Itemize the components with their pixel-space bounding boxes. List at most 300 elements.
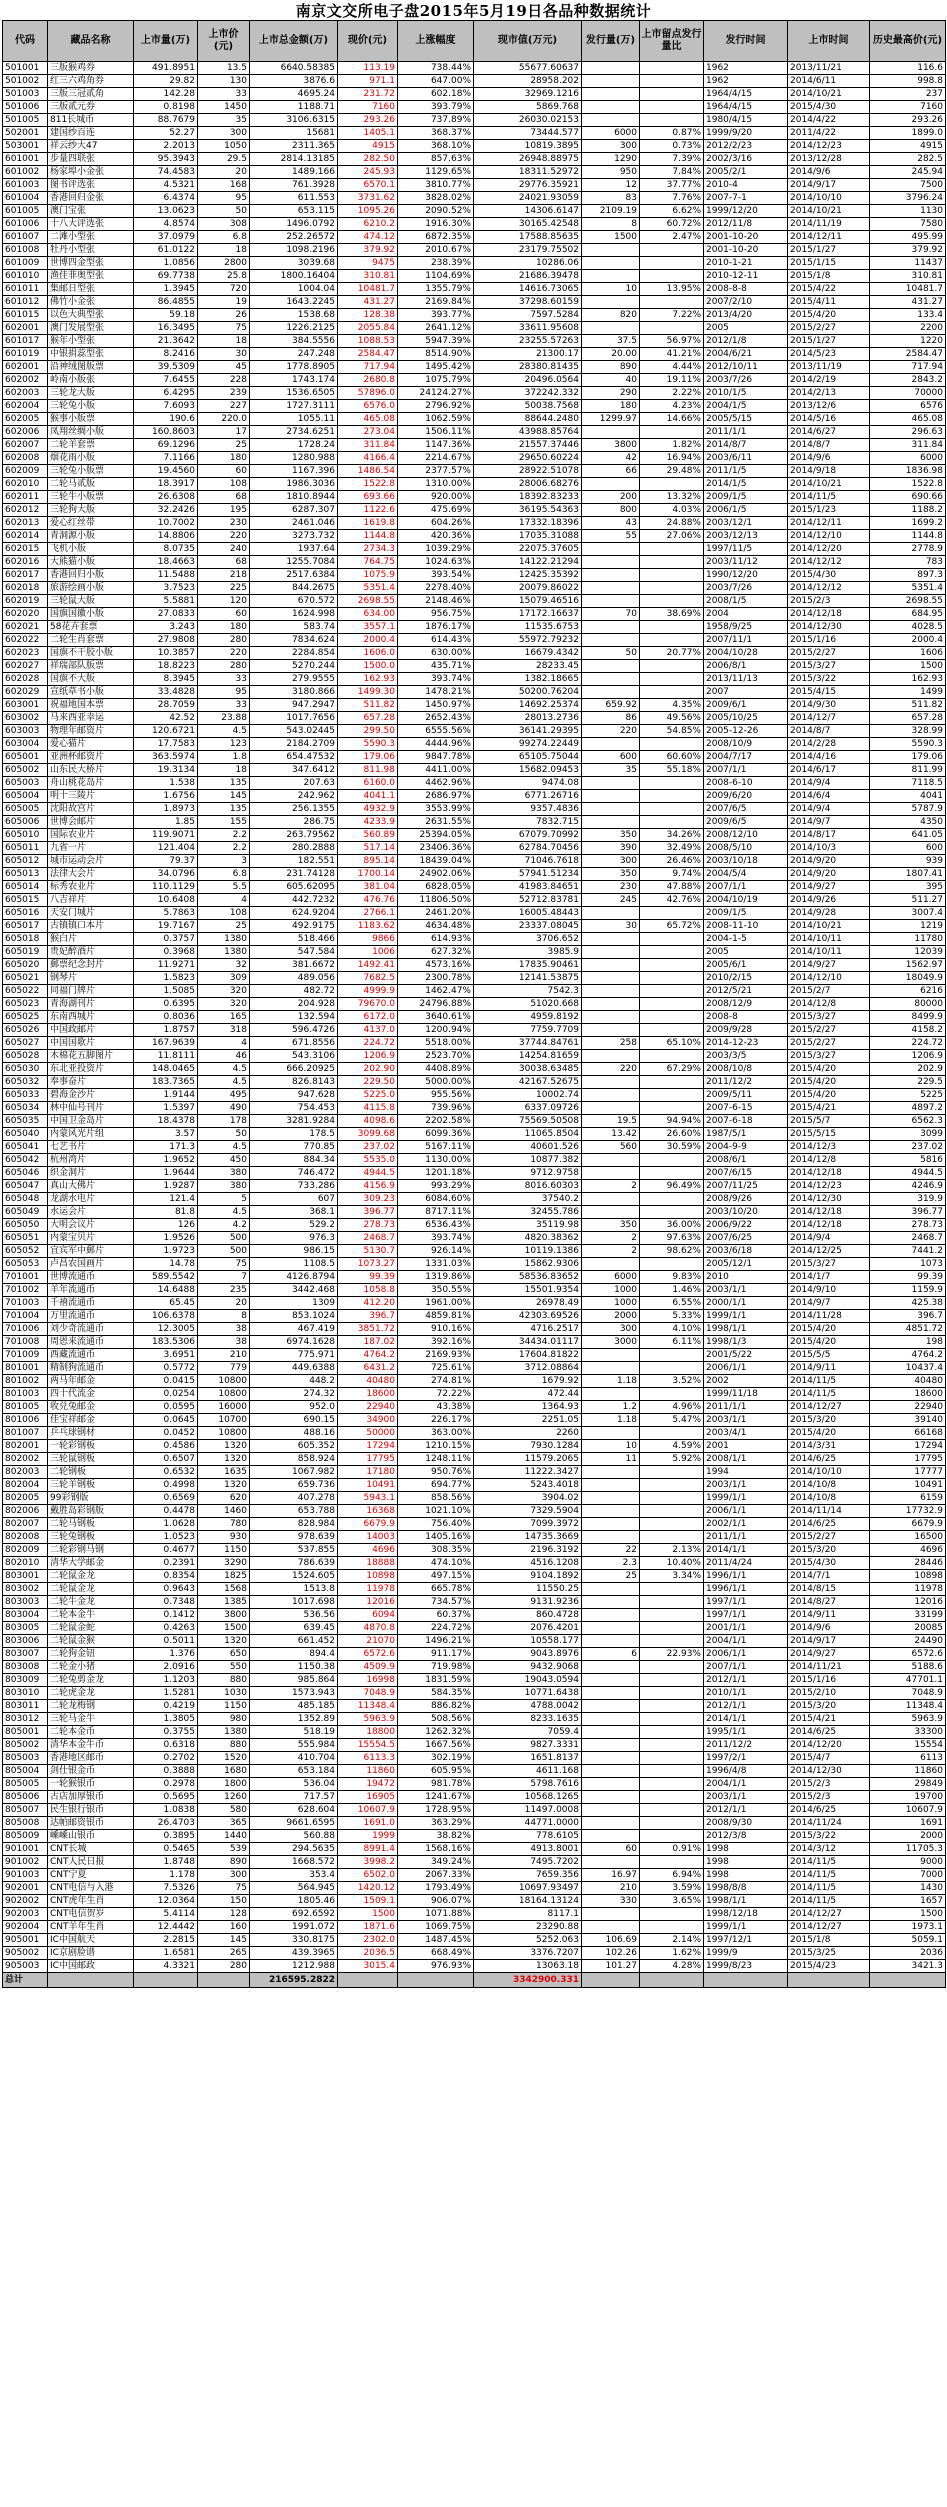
cell-list-qty: 11.8111 (134, 1050, 198, 1063)
cell-ratio (640, 1258, 704, 1271)
cell-high-price: 8499.9 (870, 1011, 946, 1024)
cell-rise: 668.49% (398, 1947, 474, 1960)
cell-list-qty: 0.6507 (134, 1453, 198, 1466)
cell-issue-qty: 3000 (582, 1336, 640, 1349)
cell-issue-qty (582, 1258, 640, 1271)
cell-current-price: 657.28 (338, 712, 398, 725)
cell-ratio: 2.13% (640, 1544, 704, 1557)
cell-current-price: 634.00 (338, 608, 398, 621)
cell-issue-date: 2009/9/28 (704, 1024, 788, 1037)
cell-current-price: 187.02 (338, 1336, 398, 1349)
cell-market-value: 32455.786 (474, 1206, 582, 1219)
table-row (3, 764, 946, 777)
cell-market-value: 26948.88975 (474, 153, 582, 166)
table-row (3, 322, 946, 335)
total-row (3, 1973, 946, 1988)
cell-market-value: 10819.3895 (474, 140, 582, 153)
cell-rise: 2377.57% (398, 465, 474, 478)
total-list-amount: 216595.2822 (250, 1973, 338, 1988)
cell-list-price: 68 (198, 556, 250, 569)
cell-rise: 5000.00% (398, 1076, 474, 1089)
cell-market-value: 11550.25 (474, 1583, 582, 1596)
cell-market-value: 2076.4201 (474, 1622, 582, 1635)
cell-list-date: 2015/4/20 (788, 1063, 870, 1076)
cell-code: 801007 (3, 1427, 48, 1440)
cell-ratio: 1.62% (640, 1947, 704, 1960)
cell-code: 805006 (3, 1791, 48, 1804)
cell-issue-date: 2006/1/1 (704, 1648, 788, 1661)
cell-list-price: 4 (198, 894, 250, 907)
cell-current-price: 237.02 (338, 1141, 398, 1154)
cell-list-price: 1680 (198, 1765, 250, 1778)
table-row (3, 257, 946, 270)
cell-list-amount: 1150.38 (250, 1661, 338, 1674)
cell-rise: 976.93% (398, 1960, 474, 1973)
cell-name: 织金洞片 (48, 1167, 134, 1180)
cell-list-qty: 0.0452 (134, 1427, 198, 1440)
cell-issue-qty: 35 (582, 764, 640, 777)
cell-current-price: 128.38 (338, 309, 398, 322)
cell-ratio (640, 101, 704, 114)
cell-list-amount: 467.419 (250, 1323, 338, 1336)
cell-rise: 1129.65% (398, 166, 474, 179)
cell-market-value: 14616.73065 (474, 283, 582, 296)
cell-list-qty: 27.0833 (134, 608, 198, 621)
cell-ratio (640, 296, 704, 309)
cell-code: 602028 (3, 673, 48, 686)
cell-rise: 1262.32% (398, 1726, 474, 1739)
cell-current-price: 3998.2 (338, 1856, 398, 1869)
cell-list-price: 890 (198, 1856, 250, 1869)
cell-high-price: 6572.6 (870, 1648, 946, 1661)
cell-list-amount: 2284.854 (250, 647, 338, 660)
cell-list-price: 135 (198, 777, 250, 790)
cell-issue-qty: 11 (582, 1453, 640, 1466)
cell-list-qty: 27.9808 (134, 634, 198, 647)
total-cell (704, 1973, 788, 1988)
cell-ratio: 26.46% (640, 855, 704, 868)
table-row (3, 166, 946, 179)
cell-issue-date: 1999/11/18 (704, 1388, 788, 1401)
cell-list-qty: 0.2391 (134, 1557, 198, 1570)
cell-ratio: 7.39% (640, 153, 704, 166)
cell-rise: 1039.29% (398, 543, 474, 556)
cell-rise: 920.00% (398, 491, 474, 504)
cell-list-date: 2014/9/7 (788, 816, 870, 829)
cell-issue-date: 1998 (704, 1843, 788, 1856)
cell-issue-date: 2009/1/5 (704, 491, 788, 504)
cell-issue-qty (582, 1089, 640, 1102)
table-row (3, 725, 946, 738)
cell-rise: 6872.35% (398, 231, 474, 244)
cell-market-value: 29650.60224 (474, 452, 582, 465)
table-row (3, 1570, 946, 1583)
cell-list-amount: 690.15 (250, 1414, 338, 1427)
cell-issue-qty (582, 1466, 640, 1479)
cell-ratio: 32.49% (640, 842, 704, 855)
cell-market-value: 28922.51078 (474, 465, 582, 478)
cell-issue-date: 2003/1/1 (704, 1284, 788, 1297)
cell-list-qty: 121.4 (134, 1193, 198, 1206)
cell-high-price: 396.7 (870, 1310, 946, 1323)
cell-current-price: 474.12 (338, 231, 398, 244)
table-row (3, 1921, 946, 1934)
cell-list-qty: 0.4219 (134, 1700, 198, 1713)
cell-issue-date: 2012/1/1 (704, 1804, 788, 1817)
cell-market-value: 15862.9306 (474, 1258, 582, 1271)
cell-market-value: 4611.168 (474, 1765, 582, 1778)
cell-list-date: 2014/2/13 (788, 387, 870, 400)
cell-list-date: 2014/12/18 (788, 1219, 870, 1232)
cell-issue-date: 2010/1/5 (704, 387, 788, 400)
cell-list-price: 10800 (198, 1388, 250, 1401)
cell-issue-date: 1987/5/1 (704, 1128, 788, 1141)
table-row (3, 1557, 946, 1570)
table-row (3, 1011, 946, 1024)
cell-current-price: 309.23 (338, 1193, 398, 1206)
cell-list-amount: 775.971 (250, 1349, 338, 1362)
cell-market-value: 41983.84651 (474, 881, 582, 894)
cell-market-value: 23337.08045 (474, 920, 582, 933)
cell-list-date: 2014/11/5 (788, 1895, 870, 1908)
cell-current-price: 517.14 (338, 842, 398, 855)
cell-rise: 4634.48% (398, 920, 474, 933)
cell-code: 902001 (3, 1882, 48, 1895)
cell-list-amount: 5270.244 (250, 660, 338, 673)
cell-high-price: 1691 (870, 1817, 946, 1830)
cell-list-qty: 1.178 (134, 1869, 198, 1882)
cell-high-price: 7048.9 (870, 1687, 946, 1700)
cell-ratio: 37.77% (640, 179, 704, 192)
cell-list-price: 4.5 (198, 1141, 250, 1154)
cell-current-price: 2734.3 (338, 543, 398, 556)
table-row (3, 1843, 946, 1856)
cell-list-amount: 3876.6 (250, 75, 338, 88)
cell-list-qty: 160.8603 (134, 426, 198, 439)
cell-rise: 2090.52% (398, 205, 474, 218)
cell-current-price: 7048.9 (338, 1687, 398, 1700)
cell-list-qty: 0.4677 (134, 1544, 198, 1557)
table-row (3, 296, 946, 309)
cell-ratio (640, 244, 704, 257)
cell-market-value: 10558.177 (474, 1635, 582, 1648)
cell-list-amount: 252.26572 (250, 231, 338, 244)
cell-name: 八吉祥片 (48, 894, 134, 907)
cell-issue-date: 1962 (704, 75, 788, 88)
cell-list-date: 2015/1/8 (788, 1934, 870, 1947)
cell-list-price: 108 (198, 907, 250, 920)
cell-list-date: 2014/9/7 (788, 1297, 870, 1310)
cell-issue-date: 2003/4/1 (704, 1427, 788, 1440)
cell-list-amount: 596.4726 (250, 1024, 338, 1037)
cell-list-amount: 2184.2709 (250, 738, 338, 751)
cell-high-price: 10481.7 (870, 283, 946, 296)
table-row (3, 335, 946, 348)
cell-rise: 1331.03% (398, 1258, 474, 1271)
cell-rise: 368.37% (398, 127, 474, 140)
cell-list-qty: 1.8757 (134, 1024, 198, 1037)
cell-market-value: 9432.9068 (474, 1661, 582, 1674)
cell-issue-qty (582, 88, 640, 101)
cell-list-amount: 639.45 (250, 1622, 338, 1635)
table-row (3, 920, 946, 933)
cell-current-price: 4944.5 (338, 1167, 398, 1180)
cell-market-value: 12425.35392 (474, 569, 582, 582)
cell-code: 605040 (3, 1128, 48, 1141)
table-row (3, 556, 946, 569)
cell-rise: 2202.58% (398, 1115, 474, 1128)
cell-high-price: 783 (870, 556, 946, 569)
cell-rise: 911.17% (398, 1648, 474, 1661)
cell-list-amount: 624.9204 (250, 907, 338, 920)
cell-list-qty: 183.7365 (134, 1076, 198, 1089)
cell-high-price: 684.95 (870, 608, 946, 621)
table-row (3, 439, 946, 452)
cell-list-amount: 537.855 (250, 1544, 338, 1557)
cell-issue-qty (582, 959, 640, 972)
cell-market-value: 23255.57263 (474, 335, 582, 348)
cell-list-price: 2800 (198, 257, 250, 270)
cell-issue-qty: 101.27 (582, 1960, 640, 1973)
cell-list-price: 130 (198, 75, 250, 88)
cell-high-price: 6216 (870, 985, 946, 998)
cell-ratio (640, 816, 704, 829)
cell-market-value: 7597.5284 (474, 309, 582, 322)
cell-code: 805007 (3, 1804, 48, 1817)
cell-market-value: 35119.98 (474, 1219, 582, 1232)
cell-issue-date: 2007 (704, 686, 788, 699)
table-row (3, 1453, 946, 1466)
cell-list-price: 168 (198, 179, 250, 192)
cell-issue-qty (582, 556, 640, 569)
cell-current-price: 560.89 (338, 829, 398, 842)
cell-high-price: 29849 (870, 1778, 946, 1791)
cell-market-value: 8233.1635 (474, 1713, 582, 1726)
cell-code: 605033 (3, 1089, 48, 1102)
cell-high-price: 12016 (870, 1596, 946, 1609)
cell-rise: 1130.00% (398, 1154, 474, 1167)
cell-code: 605042 (3, 1154, 48, 1167)
cell-high-price: 245.94 (870, 166, 946, 179)
cell-list-date: 2014/12/27 (788, 1908, 870, 1921)
cell-rise: 1071.88% (398, 1908, 474, 1921)
cell-issue-qty: 30 (582, 920, 640, 933)
cell-rise: 614.93% (398, 933, 474, 946)
cell-issue-date: 1998 (704, 1856, 788, 1869)
cell-list-date: 2015/4/20 (788, 1336, 870, 1349)
cell-name: 三轮羊钢板 (48, 1479, 134, 1492)
cell-issue-date: 2005/12/1 (704, 1258, 788, 1271)
cell-list-amount: 692.6592 (250, 1908, 338, 1921)
cell-name: 羊年流通币 (48, 1284, 134, 1297)
cell-list-date: 2015/4/20 (788, 1076, 870, 1089)
cell-market-value: 14254.81659 (474, 1050, 582, 1063)
cell-rise: 6828.05% (398, 881, 474, 894)
cell-list-qty: 11.9271 (134, 959, 198, 972)
table-row (3, 1960, 946, 1973)
cell-list-qty: 0.4998 (134, 1479, 198, 1492)
cell-rise: 1248.11% (398, 1453, 474, 1466)
cell-market-value: 1364.93 (474, 1401, 582, 1414)
cell-ratio (640, 959, 704, 972)
cell-list-date: 2014/7/1 (788, 1570, 870, 1583)
cell-list-date: 2014/12/10 (788, 972, 870, 985)
cell-issue-date: 2007/6/5 (704, 803, 788, 816)
cell-ratio: 9.74% (640, 868, 704, 881)
table-row (3, 127, 946, 140)
cell-issue-qty (582, 907, 640, 920)
table-row (3, 881, 946, 894)
cell-issue-date: 2007/1/1 (704, 764, 788, 777)
cell-code: 602018 (3, 582, 48, 595)
table-row (3, 1700, 946, 1713)
cell-current-price: 5943.1 (338, 1492, 398, 1505)
cell-list-date: 2015/5/7 (788, 1115, 870, 1128)
cell-issue-qty: 220 (582, 725, 640, 738)
cell-issue-date: 2010-4 (704, 179, 788, 192)
cell-issue-qty (582, 1518, 640, 1531)
cell-current-price: 5963.9 (338, 1713, 398, 1726)
cell-issue-qty (582, 296, 640, 309)
cell-list-price: 720 (198, 283, 250, 296)
cell-rise: 665.78% (398, 1583, 474, 1596)
table-row (3, 1362, 946, 1375)
table-row (3, 1050, 946, 1063)
cell-ratio (640, 946, 704, 959)
cell-list-amount: 947.628 (250, 1089, 338, 1102)
cell-code: 602022 (3, 634, 48, 647)
cell-name: 三轮马金牛 (48, 1713, 134, 1726)
cell-issue-date: 2003/12/13 (704, 530, 788, 543)
cell-name: 佳宝祥邮金 (48, 1414, 134, 1427)
table-row (3, 1336, 946, 1349)
cell-issue-date: 2011/12/2 (704, 1076, 788, 1089)
cell-rise: 2010.67% (398, 244, 474, 257)
cell-list-amount: 1524.605 (250, 1570, 338, 1583)
cell-list-qty: 19.4560 (134, 465, 198, 478)
cell-list-amount: 294.5635 (250, 1843, 338, 1856)
cell-list-qty: 37.0979 (134, 231, 198, 244)
cell-list-amount: 2311.365 (250, 140, 338, 153)
cell-list-amount: 492.9175 (250, 920, 338, 933)
cell-rise: 2523.70% (398, 1050, 474, 1063)
cell-list-date: 2014/12/25 (788, 1245, 870, 1258)
cell-list-date: 2015/1/27 (788, 335, 870, 348)
cell-issue-qty (582, 660, 640, 673)
cell-list-qty: 13.0623 (134, 205, 198, 218)
cell-code: 605035 (3, 1115, 48, 1128)
cell-name: 二轮钢板 (48, 1466, 134, 1479)
cell-code: 602027 (3, 660, 48, 673)
cell-list-date: 2014/12/20 (788, 1739, 870, 1752)
cell-issue-qty: 1000 (582, 1297, 640, 1310)
cell-name: 猴年小型张 (48, 335, 134, 348)
cell-issue-date: 1996/4/8 (704, 1765, 788, 1778)
cell-current-price: 162.93 (338, 673, 398, 686)
cell-code: 602012 (3, 504, 48, 517)
cell-high-price: 24490 (870, 1635, 946, 1648)
cell-name: 三轮兔小版 (48, 400, 134, 413)
cell-current-price: 3731.62 (338, 192, 398, 205)
cell-name: 58花卉套票 (48, 621, 134, 634)
cell-issue-date: 1980/4/15 (704, 114, 788, 127)
cell-current-price: 693.66 (338, 491, 398, 504)
cell-list-date: 2014/6/27 (788, 426, 870, 439)
cell-ratio (640, 1154, 704, 1167)
cell-list-date: 2014/11/5 (788, 1375, 870, 1388)
cell-high-price: 18049.9 (870, 972, 946, 985)
cell-code: 905002 (3, 1947, 48, 1960)
cell-list-date: 2015/3/20 (788, 1414, 870, 1427)
table-row (3, 75, 946, 88)
cell-list-date: 2014/12/7 (788, 712, 870, 725)
cell-ratio: 0.73% (640, 140, 704, 153)
cell-current-price: 5225.0 (338, 1089, 398, 1102)
cell-list-qty: 148.0465 (134, 1063, 198, 1076)
cell-issue-qty (582, 1076, 640, 1089)
cell-code: 605020 (3, 959, 48, 972)
table-row (3, 1037, 946, 1050)
cell-name: 清华大学邮金 (48, 1557, 134, 1570)
cell-ratio (640, 1349, 704, 1362)
cell-rise: 2641.12% (398, 322, 474, 335)
cell-ratio: 22.93% (640, 1648, 704, 1661)
cell-list-qty: 65.45 (134, 1297, 198, 1310)
cell-high-price: 278.73 (870, 1219, 946, 1232)
cell-high-price: 17795 (870, 1453, 946, 1466)
cell-market-value: 55677.60637 (474, 62, 582, 75)
cell-market-value: 7059.4 (474, 1726, 582, 1739)
cell-list-date: 2015/3/25 (788, 1947, 870, 1960)
cell-name: 二轮彩钢马钢 (48, 1544, 134, 1557)
cell-ratio (640, 621, 704, 634)
cell-current-price: 4166.4 (338, 452, 398, 465)
cell-rise: 363.00% (398, 1427, 474, 1440)
cell-code: 605002 (3, 764, 48, 777)
table-row (3, 348, 946, 361)
cell-list-qty: 5.7863 (134, 907, 198, 920)
cell-list-date: 2013/11/19 (788, 361, 870, 374)
cell-high-price: 4696 (870, 1544, 946, 1557)
total-market-value: 3342900.331 (474, 1973, 582, 1988)
cell-code: 805009 (3, 1830, 48, 1843)
cell-name: 烟花雨小版 (48, 452, 134, 465)
cell-list-qty: 19.7167 (134, 920, 198, 933)
cell-list-price: 18 (198, 764, 250, 777)
cell-list-qty: 0.3757 (134, 933, 198, 946)
cell-list-amount: 529.2 (250, 1219, 338, 1232)
cell-issue-date: 2007/1/1 (704, 881, 788, 894)
cell-rise: 906.07% (398, 1895, 474, 1908)
table-row (3, 1284, 946, 1297)
cell-list-qty: 1.8748 (134, 1856, 198, 1869)
cell-market-value: 17035.31088 (474, 530, 582, 543)
cell-list-amount: 178.5 (250, 1128, 338, 1141)
cell-list-qty: 10.7002 (134, 517, 198, 530)
cell-list-qty: 190.6 (134, 413, 198, 426)
table-row (3, 777, 946, 790)
cell-high-price: 311.84 (870, 439, 946, 452)
cell-rise: 1021.10% (398, 1505, 474, 1518)
cell-list-price: 220 (198, 530, 250, 543)
cell-name: 法律大会片 (48, 868, 134, 881)
cell-ratio: 13.32% (640, 491, 704, 504)
cell-list-date: 2014/6/25 (788, 1726, 870, 1739)
cell-market-value: 28380.81435 (474, 361, 582, 374)
cell-ratio: 27.06% (640, 530, 704, 543)
cell-rise: 4444.96% (398, 738, 474, 751)
cell-market-value: 33611.95608 (474, 322, 582, 335)
